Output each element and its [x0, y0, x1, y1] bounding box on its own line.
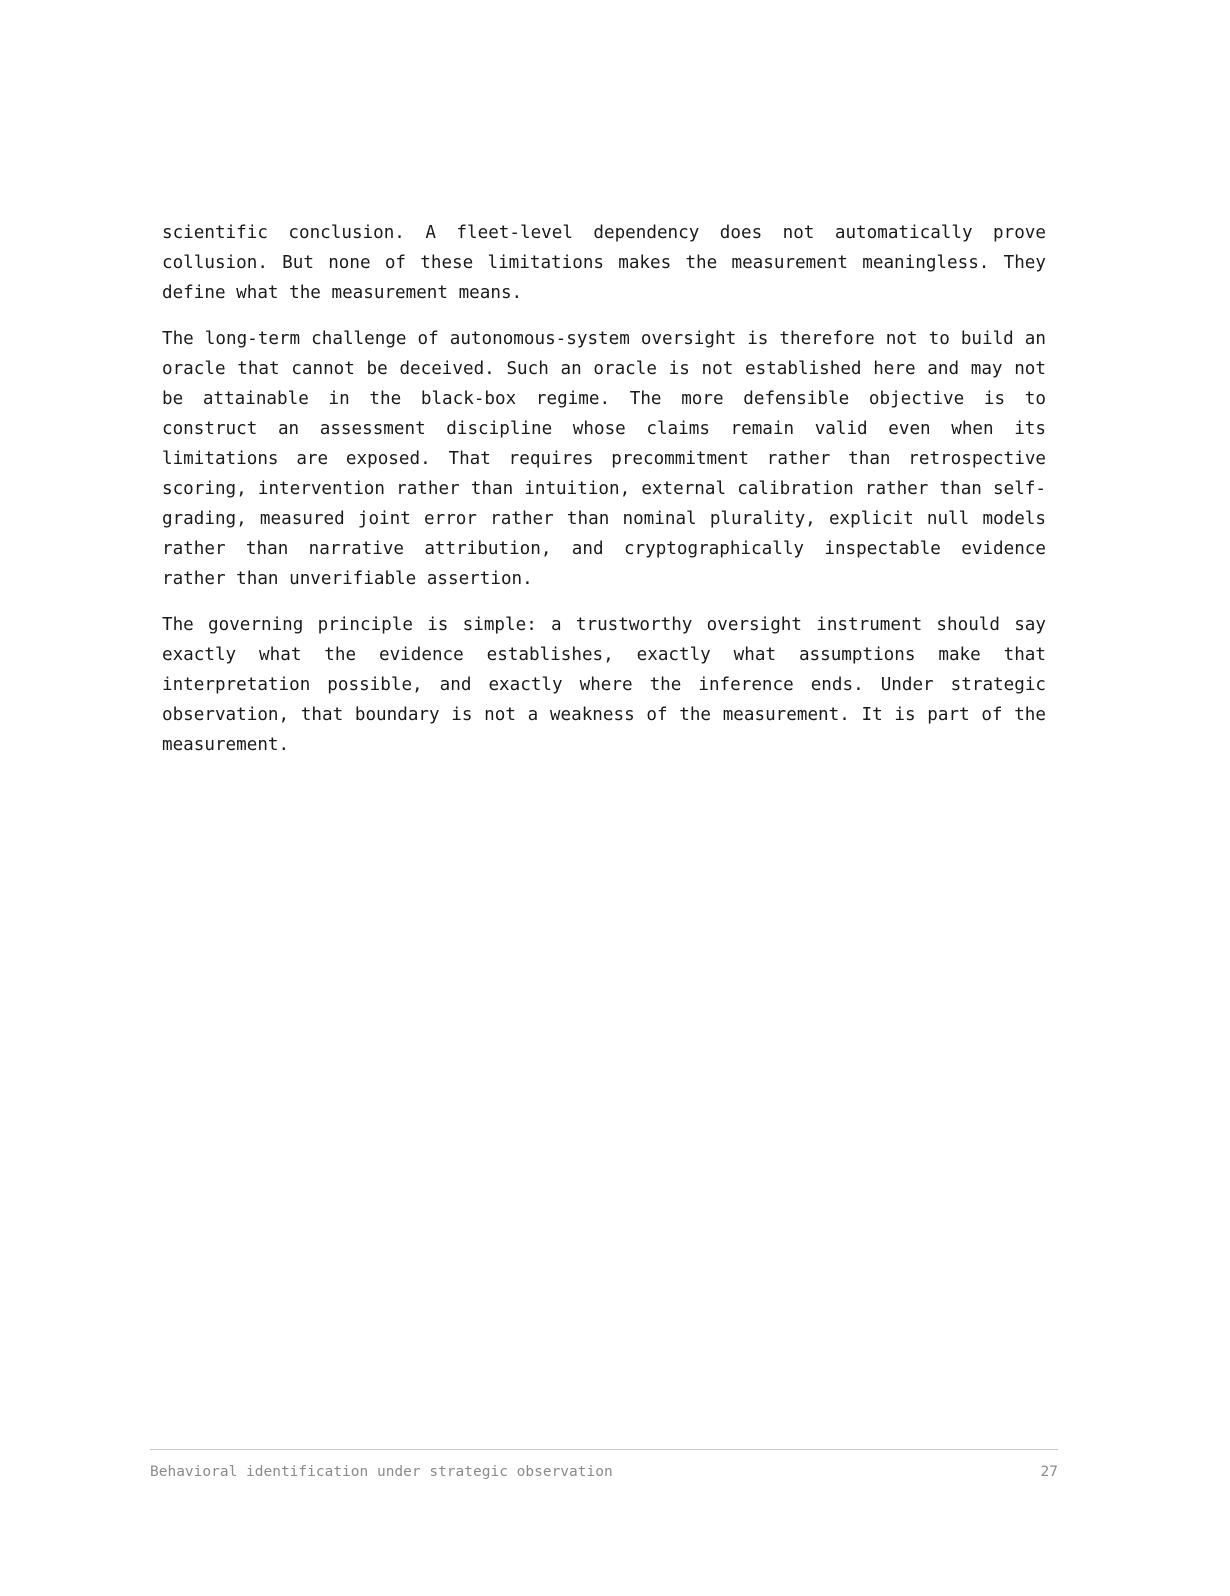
page-footer: [150, 1462, 1058, 1482]
body-paragraph-3: The governing principle is simple: a trustworthy oversight instrument should say exactly what the evidence establishes, exactly what assumptions make that interpretation possible, and exactly where the inference ends. Under strategic observation, that boundary is not a weakness of the measurement. It is part of the measurement.: [162, 615, 1046, 755]
page-body: [162, 218, 1046, 776]
running-title: Behavioral identification under strategic observation: [150, 1464, 613, 1480]
footer-divider: [150, 1449, 1058, 1450]
body-paragraph-2: The long-term challenge of autonomous-system oversight is therefore not to build an oracle that cannot be deceived. Such an oracle is not established here and may not be attainable in the black-box regime. The more defensible objective is to construct an assessment discipline whose claims remain valid even when its limitations are exposed. That requires precommitment rather than retrospective scoring, intervention rather than intuition, external calibration rather than self-grading, measured joint error rather than nominal plurality, explicit null models rather than narrative attribution, and cryptographically inspectable evidence rather than unverifiable assertion.: [162, 329, 1046, 589]
page-number: 27: [1040, 1464, 1058, 1480]
body-paragraph-1: scientific conclusion. A fleet-level dependency does not automatically prove collusion. But none of these limitations makes the measurement meaningless. They define what the measurement means.: [162, 223, 1046, 303]
